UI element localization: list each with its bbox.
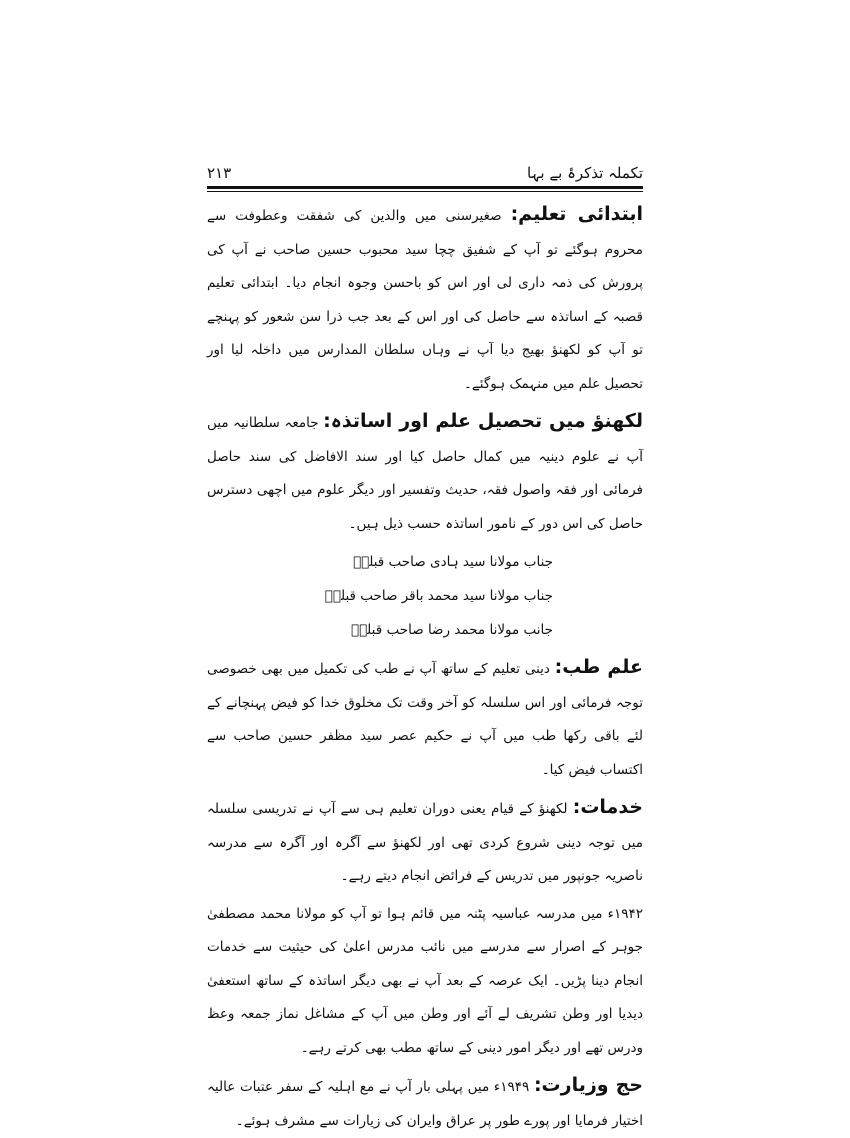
- page-number: ۲۱۳: [207, 164, 232, 182]
- list-item: جناب مولانا سید محمد باقر صاحب قبلہؒ: [324, 588, 553, 604]
- heading-lucknow-education: لکھنؤ میں تحصیل علم اور اساتذہ:: [323, 410, 643, 432]
- text-medicine: دینی تعلیم کے ساتھ آپ نے طب کی تکمیل میں بھی خصوصی توجہ فرمائی اور اس سلسلہ کو آخر وقت تک مخلوق خدا کو فیض پہنچانے کے لئے باقی رکھا طب میں آپ نے حکیم عصر سید مظفر حسین صاحب سے اکتساب فیض کیا۔: [207, 661, 643, 778]
- paragraph-early-education: [207, 198, 643, 401]
- paragraph-medicine: [207, 651, 643, 787]
- page-body: [207, 198, 643, 1138]
- heading-pilgrimage: حج وزیارت:: [533, 1074, 643, 1096]
- header-rule-thin: [207, 191, 643, 192]
- paragraph-pilgrimage: [207, 1069, 643, 1138]
- header-rule-thick: [207, 186, 643, 189]
- book-title: تکملہ تذکرۂ بے بہا: [527, 164, 643, 182]
- paragraph-lucknow-education: [207, 405, 643, 541]
- text-lucknow-education: جامعہ سلطانیہ میں آپ نے علوم دینیہ میں کمال حاصل کیا اور سند الافاضل کی سند حاصل فرمائی اور فقہ واصول فقہ، حدیث وتفسیر اور دیگر علوم میں اچھی دسترس حاصل کی اس دور کے نامور اساتذہ حسب ذیل ہیں۔: [207, 415, 643, 532]
- text-patna: ۱۹۴۲ء میں مدرسہ عباسیہ پٹنہ میں قائم ہوا تو آپ کو مولانا محمد مصطفیٰ جوہر کے اصرار سے مدرسے میں نائب مدرس اعلیٰ کی حیثیت سے خدمات انجام دینا پڑیں۔ ایک عرصہ کے بعد آپ نے بھی دیگر اساتذہ کے ساتھ استعفیٰ دیدیا اور وطن تشریف لے آئے اور وطن میں آپ کے مشاغل نماز جمعہ وعظ ودرس تھے اور دیگر امور دینی کے ساتھ مطب بھی کرتے رہے۔: [207, 905, 643, 1056]
- teachers-list: [207, 545, 643, 647]
- text-early-education: صغیرسنی میں والدین کی شفقت وعطوفت سے محروم ہوگئے تو آپ کے شفیق چچا سید محبوب حسین صاحب نے آپ کی پرورش کی ذمہ داری لی اور اس کو باحسن وجوہ انجام دیا۔ ابتدائی تعلیم قصبہ کے اساتذہ سے حاصل کی اور اس کے بعد جب ذرا سن شعور کو پہنچے تو آپ کو لکھنؤ بھیج دیا آپ نے وہاں سلطان المدارس میں داخلہ لیا اور تحصیل علم میں منہمک ہوگئے۔: [207, 208, 643, 392]
- heading-services: خدمات:: [572, 796, 643, 818]
- list-item: جانب مولانا محمد رضا صاحب قبلہؒ: [350, 622, 553, 638]
- paragraph-patna: [207, 898, 643, 1066]
- heading-medicine: علم طب:: [554, 656, 643, 678]
- heading-early-education: ابتدائی تعلیم:: [510, 203, 644, 225]
- paragraph-services: [207, 791, 643, 894]
- running-header: [207, 163, 643, 183]
- text-pilgrimage: ۱۹۴۹ء میں پہلی بار آپ نے مع اہلیہ کے سفر عتبات عالیہ اختیار فرمایا اور پورے طور پر عراق وایران کی زیارات سے مشرف ہوئے۔: [207, 1079, 643, 1129]
- text-services: لکھنؤ کے قیام یعنی دوران تعلیم ہی سے آپ نے تدریسی سلسلہ میں توجہ دینی شروع کردی تھی اور لکھنؤ سے آگرہ اور آگرہ سے مدرسہ ناصریہ جونپور میں تدریس کے فرائض انجام دیتے رہے۔: [207, 801, 643, 884]
- list-item: جناب مولانا سید ہادی صاحب قبلہؒ: [353, 554, 553, 570]
